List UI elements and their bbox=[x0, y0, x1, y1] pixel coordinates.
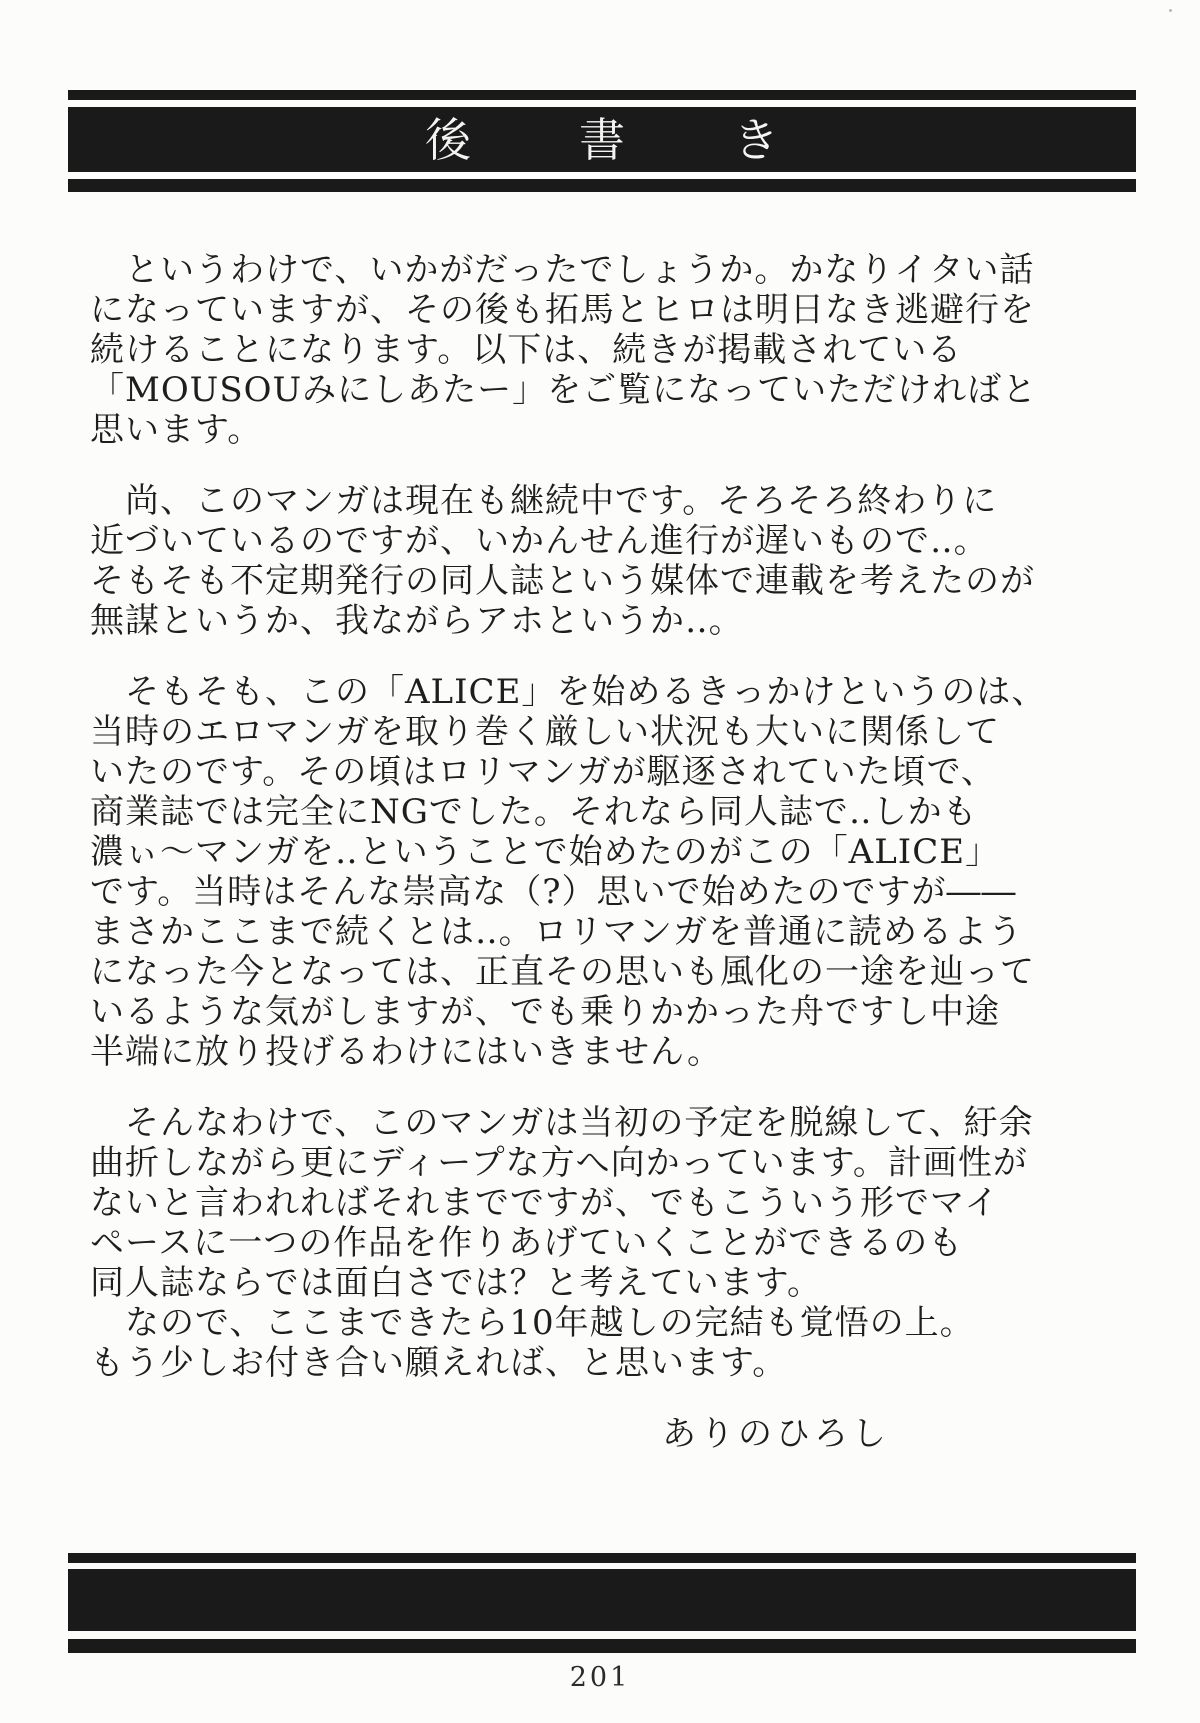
page-number: 201 bbox=[569, 1662, 631, 1693]
afterword-header-banner bbox=[68, 90, 1136, 192]
text-line: 近づいているのですが、いかんせん進行が遅いもので‥。 bbox=[90, 521, 989, 561]
text-line: 当時のエロマンガを取り巻く厳しい状況も大いに関係して bbox=[90, 712, 1000, 752]
header-rule-bottom bbox=[68, 179, 1136, 192]
footer-rule-top bbox=[68, 1553, 1136, 1563]
scan-artifact-dot bbox=[1169, 9, 1172, 12]
afterword-paragraph bbox=[90, 250, 1068, 450]
text-line: そんなわけで、このマンガは当初の予定を脱線して、紆余 bbox=[90, 1103, 1034, 1143]
afterword-paragraph bbox=[90, 1103, 1068, 1383]
text-line: 思います。 bbox=[90, 410, 263, 450]
text-line: そもそも、この「ALICE」を始めるきっかけというのは、 bbox=[90, 672, 1047, 712]
text-line: いるような気がしますが、でも乗りかかった舟ですし中途 bbox=[90, 992, 1000, 1032]
text-line: 「MOUSOUみにしあたー」をご覧になっていただければと bbox=[90, 370, 1038, 410]
text-line: 半端に放り投げるわけにはいきません。 bbox=[90, 1032, 723, 1072]
text-line: です。当時はそんな崇高な（?）思いで始めたのですが―― bbox=[90, 872, 1017, 912]
header-rule-top bbox=[68, 90, 1136, 100]
text-line: 曲折しながら更にディープな方へ向かっています。計画性が bbox=[90, 1143, 1028, 1183]
text-line: もう少しお付き合い願えれば、と思います。 bbox=[90, 1343, 788, 1383]
text-line: 無謀というか、我ながらアホというか‥。 bbox=[90, 601, 744, 641]
afterword-paragraph bbox=[90, 672, 1068, 1072]
text-line: なので、ここまできたら10年越しの完結も覚悟の上。 bbox=[90, 1303, 975, 1343]
text-line: そもそも不定期発行の同人誌という媒体で連載を考えたのが bbox=[90, 561, 1035, 601]
afterword-body bbox=[90, 250, 1068, 1454]
text-line: 商業誌では完全にNGでした。それなら同人誌で‥しかも bbox=[90, 792, 978, 832]
text-line: 濃ぃ～マンガを‥ということで始めたのがこの「ALICE」 bbox=[90, 832, 1001, 872]
text-line: いたのです。その頃はロリマンガが駆逐されていた頃で、 bbox=[90, 752, 996, 792]
footer-solid-bar bbox=[68, 1569, 1136, 1631]
author-signature: ありのひろし bbox=[662, 1414, 890, 1454]
footer-banner bbox=[68, 1553, 1136, 1653]
text-line: 続けることになります。以下は、続きが掲載されている bbox=[90, 330, 963, 370]
text-line: というわけで、いかがだったでしょうか。かなりイタい話 bbox=[90, 250, 1035, 290]
header-title-bar bbox=[68, 107, 1136, 172]
text-line: になっていますが、その後も拓馬とヒロは明日なき逃避行を bbox=[90, 290, 1035, 330]
text-line: ないと言われればそれまでですが、でもこういう形でマイ bbox=[90, 1183, 1000, 1223]
afterword-paragraph bbox=[90, 481, 1068, 641]
text-line: 同人誌ならでは面白さでは？と考えています。 bbox=[90, 1263, 822, 1303]
text-line: になった今となっては、正直その思いも風化の一途を辿って bbox=[90, 952, 1035, 992]
text-line: ペースに一つの作品を作りあげていくことができるのも bbox=[90, 1223, 964, 1263]
text-line: 尚、このマンガは現在も継続中です。そろそろ終わりに bbox=[90, 481, 998, 521]
page-title: 後書き bbox=[425, 112, 887, 167]
footer-rule-bottom bbox=[68, 1639, 1136, 1653]
text-line: まさかここまで続くとは‥。ロリマンガを普通に読めるよう bbox=[90, 912, 1023, 952]
